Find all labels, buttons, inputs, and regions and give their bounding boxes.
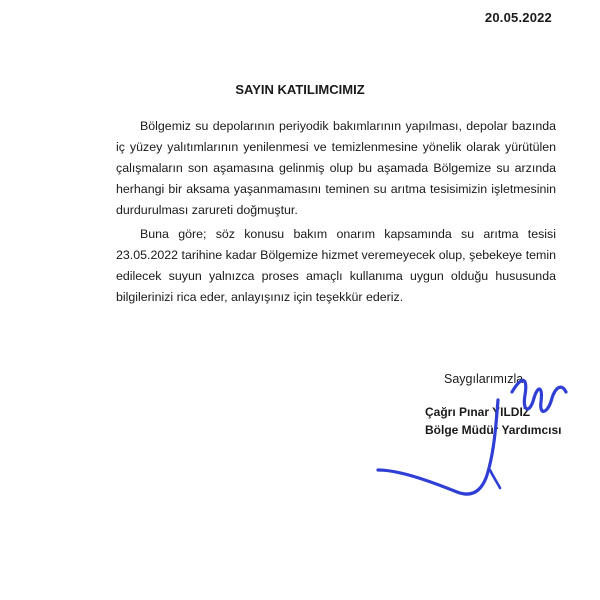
signer-name: Çağrı Pınar YILDIZ [425,405,531,419]
signer-title: Bölge Müdür Yardımcısı [425,423,562,437]
body-paragraph-2: Buna göre; söz konusu bakım onarım kapsamında su arıtma tesisi 23.05.2022 tarihine kadar Bölgemize hizmet veremeyecek olup, şebekeye temin edilecek suyun yalnızca proses amaçlı kullanıma uygun olduğu hususunda bilgilerinizi rica eder, anlayışınız için teşekkür ederiz. [116,227,556,304]
signer-block [425,403,561,439]
letter-body [116,116,556,308]
closing-line: Saygılarımızla. [444,372,527,386]
letter-date: 20.05.2022 [484,10,552,25]
body-paragraph-1: Bölgemiz su depolarının periyodik bakımlarının yapılması, depolar bazında iç yüzey yalıtımlarının yenilenmesi ve temizlenmesine yönelik olarak yürütülen çalışmaların son aşamasına gelinmiş olup bu aşamada Bölgemize su arzında herhangi bir aksama yaşanmamasını teminen su arıtma tesisimizin işletmesinin durdurulması zarureti doğmuştur. [116,119,556,217]
letter-title: SAYIN KATILIMCIMIZ [235,82,365,97]
